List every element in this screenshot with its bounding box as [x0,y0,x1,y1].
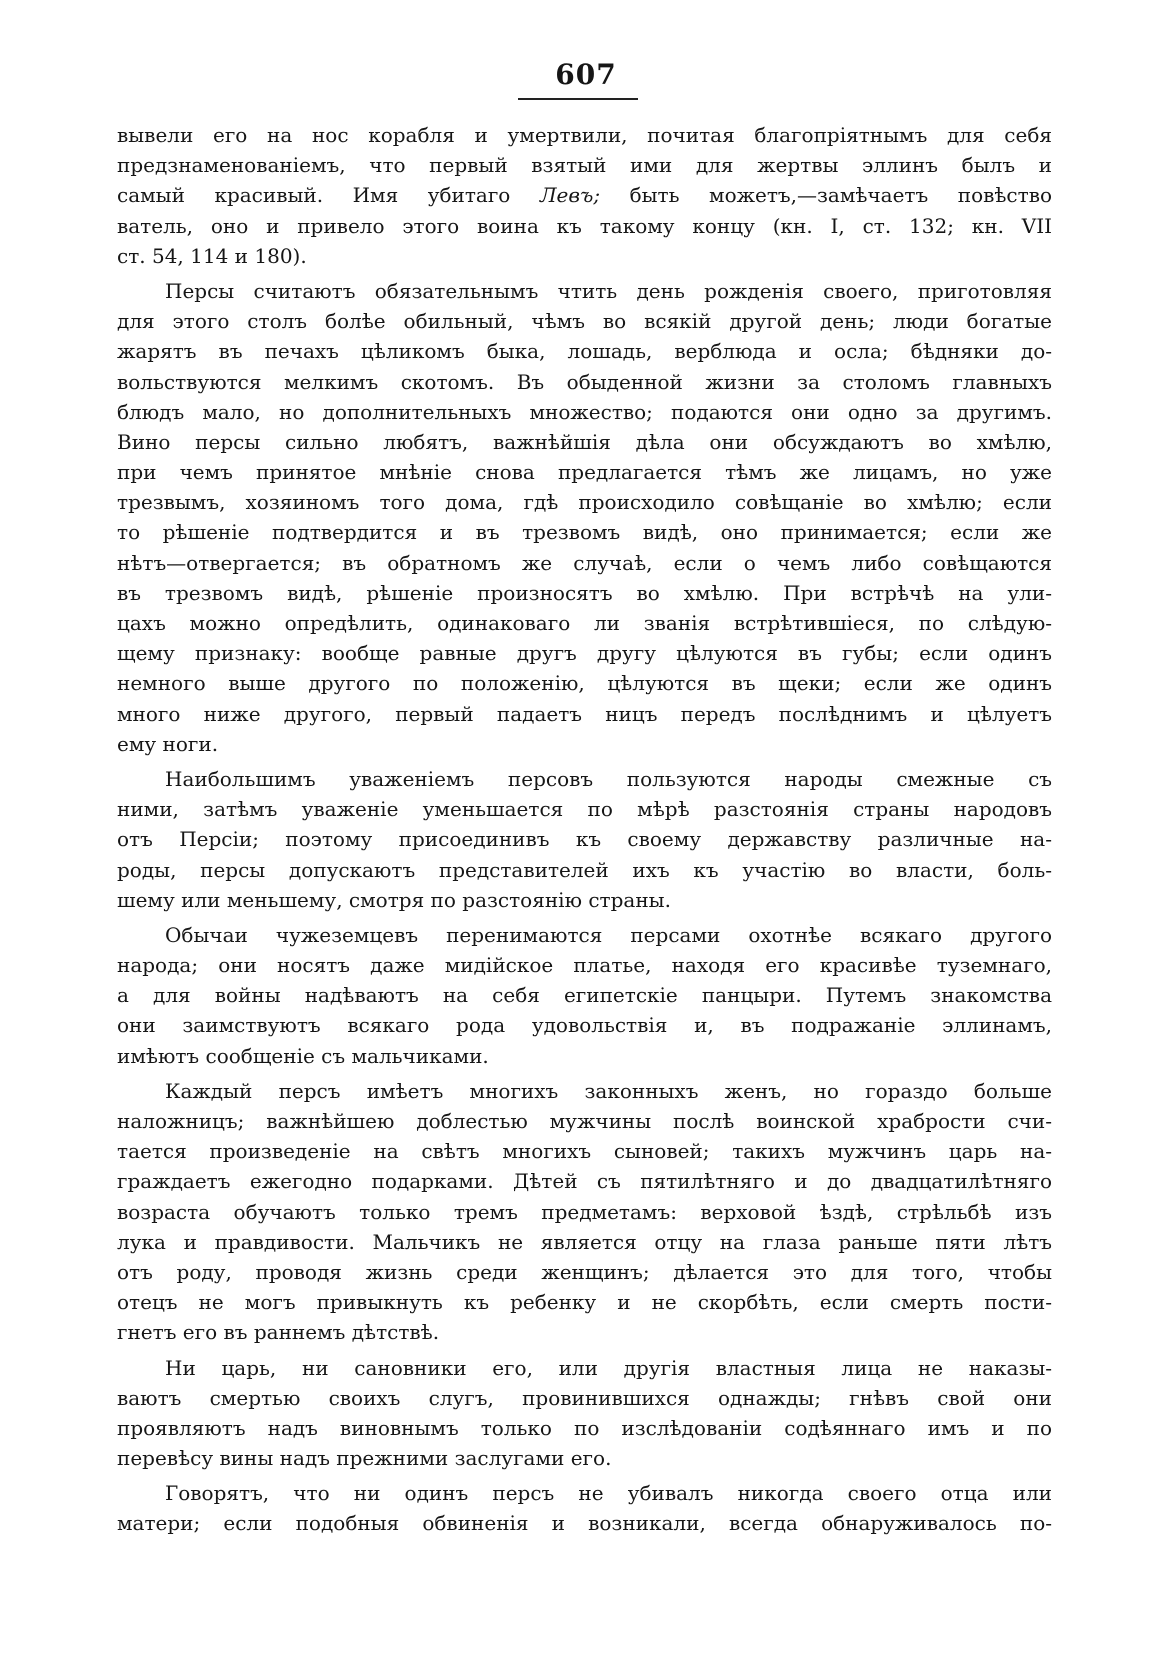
text-line: нѣтъ—отвергается; въ обратномъ же случаѣ, если о чемъ либо совѣщаются [117,550,1052,575]
page-number: 607 [555,58,617,91]
text-line: Говорятъ, что ни одинъ персъ не убивалъ никогда своего отца или [165,1481,1052,1506]
text-line: наложницъ; важнѣйшею доблестью мужчины послѣ воинской храбрости счи- [117,1109,1052,1133]
text-line: при чемъ принятое мнѣніе снова предлагается тѣмъ же лицамъ, но уже [117,460,1052,485]
text-line: щему признаку: вообще равные другъ другу цѣлуются въ губы; если одинъ [117,641,1052,666]
text-line: Обычаи чужеземцевъ перенимаются персами охотнѣе всякаго другого [165,922,1052,947]
text-line: имѣютъ сообщеніе съ мальчиками. [117,1043,489,1068]
text-line: проявляютъ надъ виновнымъ только по изслѣдованіи содѣяннаго имъ и по [117,1415,1052,1440]
text-line: шему или меньшему, смотря по разстоянію страны. [117,887,671,912]
text-line: ними, затѣмъ уваженіе уменьшается по мѣрѣ разстоянія страны народовъ [117,797,1052,822]
text-line: перевѣсу вины надъ прежними заслугами его. [117,1446,612,1471]
text-line: ему ноги. [117,731,219,756]
text-line: гнетъ его въ раннемъ дѣтствѣ. [117,1320,440,1345]
text-line: они заимствуютъ всякаго рода удовольствія и, въ подражаніе эллинамъ, [117,1013,1052,1038]
text-line: для этого столъ болѣе обильный, чѣмъ во всякій другой день; люди богатые [117,309,1052,334]
text-line: то рѣшеніе подтвердится и въ трезвомъ видѣ, оно принимается; если же [117,520,1052,545]
text-line: отъ Персіи; поэтому присоединивъ къ своему державству различные на- [117,827,1052,852]
text-line: блюдъ мало, но дополнительныхъ множество; подаются они одно за другимъ. [117,399,1052,424]
text-line [117,180,1052,210]
text-line: роды, персы допускаютъ представителей ихъ къ участію во власти, боль- [117,857,1052,882]
page-number-rule [518,98,638,100]
text-line: жарятъ въ печахъ цѣликомъ быка, лошадь, верблюда и осла; бѣдняки до- [117,339,1052,364]
italic-name: Левъ; [539,183,601,208]
text-line: цахъ можно опредѣлить, одинаковаго ли званія встрѣтившіеся, по слѣдую- [117,611,1052,635]
text-line: а для войны надѣваютъ на себя египетскіе панцыри. Путемъ знакомства [117,983,1052,1008]
text-line: вольствуются мелкимъ скотомъ. Въ обыденной жизни за столомъ главныхъ [117,369,1052,394]
text-line: Вино персы сильно любятъ, важнѣйшія дѣла они обсуждаютъ во хмѣлю, [117,429,1052,454]
text-segment: быть можетъ,—замѣчаетъ повѣство [600,183,1052,208]
text-line: лука и правдивости. Мальчикъ не является отцу на глаза раньше пяти лѣтъ [117,1229,1052,1254]
text-line: ваютъ смертью своихъ слугъ, провинившихся однажды; гнѣвъ свой они [117,1385,1052,1410]
text-line: Персы считаютъ обязательнымъ чтить день рожденія своего, приготовляя [165,278,1052,303]
text-line: Каждый персъ имѣетъ многихъ законныхъ женъ, но гораздо больше [165,1078,1052,1103]
text-line: много ниже другого, первый падаетъ ницъ передъ послѣднимъ и цѣлуетъ [117,701,1052,726]
text-line: вывели его на нос корабля и умертвили, почитая благопріятнымъ для себя [117,123,1052,147]
text-segment: самый красивый. Имя убитаго [117,183,540,208]
text-line: ст. 54, 114 и 180). [117,243,307,268]
text-line: немного выше другого по положенію, цѣлуются въ щеки; если же одинъ [117,671,1052,696]
page-text [117,120,1052,1539]
text-line: матери; если подобныя обвиненія и возникали, всегда обнаруживалось по- [117,1511,1052,1536]
text-line: народа; они носятъ даже мидійское платье, находя его красивѣе туземнаго, [117,953,1052,978]
text-line: тается произведеніе на свѣтъ многихъ сыновей; такихъ мужчинъ царь на- [117,1139,1052,1164]
text-line: Ни царь, ни сановники его, или другія властныя лица не наказы- [165,1355,1052,1380]
text-line: Наибольшимъ уваженіемъ персовъ пользуются народы смежные съ [165,766,1052,791]
text-line: возраста обучаютъ только тремъ предметамъ: верховой ѣздѣ, стрѣльбѣ изъ [117,1199,1052,1224]
text-line: трезвымъ, хозяиномъ того дома, гдѣ происходило совѣщаніе во хмѣлю; если [117,490,1052,515]
text-line: ватель, оно и привело этого воина къ такому концу (кн. I, ст. 132; кн. VII [117,213,1052,238]
text-line: граждаетъ ежегодно подарками. Дѣтей съ пятилѣтняго и до двадцатилѣтняго [117,1169,1052,1194]
text-line: отъ роду, проводя жизнь среди женщинъ; дѣлается это для того, чтобы [117,1259,1052,1284]
text-line: предзнаменованіемъ, что первый взятый ими для жертвы эллинъ былъ и [117,153,1052,178]
text-line: въ трезвомъ видѣ, рѣшеніе произносятъ во хмѣлю. При встрѣчѣ на ули- [117,580,1052,605]
text-line: отецъ не могъ привыкнуть къ ребенку и не скорбѣть, если смерть пости- [117,1290,1052,1315]
